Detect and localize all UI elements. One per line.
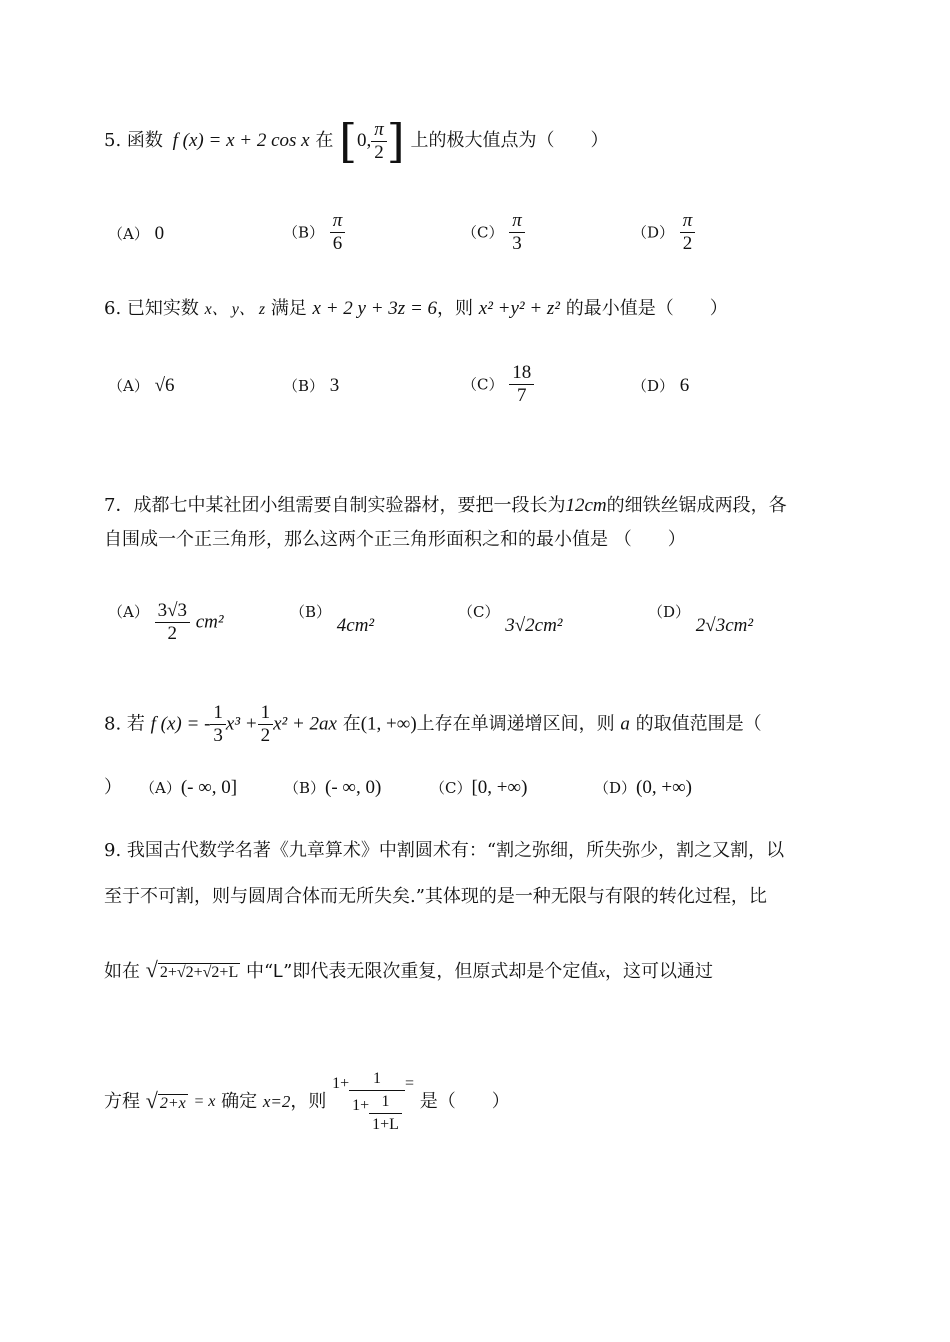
q5-suffix: 上的极大值点为（ ） <box>410 130 609 151</box>
q8-term2: x² + 2ax <box>273 713 337 735</box>
q9-line3-a: 如在 <box>104 961 140 982</box>
q5-option-c-num: π <box>509 210 525 233</box>
q6-option-d-value: 6 <box>679 375 690 396</box>
q5-bracket-right: ] <box>386 114 405 168</box>
q5-prefix: 5. 函数 <box>104 130 163 151</box>
q9-equation-rhs: = x <box>193 1093 216 1110</box>
q5-option-c-den: 3 <box>512 233 522 254</box>
q9-line4-d: 是（ ） <box>419 1091 510 1112</box>
q6-option-c-den: 7 <box>516 385 527 406</box>
q8-suffix2: 的取值范围是（ <box>635 713 762 735</box>
q5-bracket-left: [ <box>339 114 358 168</box>
q8-f1-num: 1 <box>210 702 226 725</box>
q9-cf-inner-fraction <box>369 1091 402 1136</box>
q8-fraction-2 <box>258 702 274 747</box>
q8-option-a-label: （A） <box>140 779 181 797</box>
q9-cf-outer-fraction <box>349 1068 405 1136</box>
q5-option-a-value: 0 <box>154 223 165 244</box>
q5-mid: 在 <box>315 130 334 151</box>
q5-option-d-label: （D） <box>632 223 675 242</box>
q9-line1 <box>104 839 784 863</box>
q7-option-a-num: 3√3 <box>155 600 190 623</box>
q7-line1-a: 7．成都七中某社团小组需要自制实验器材，要把一段长为 <box>104 495 566 516</box>
q5-pi: π <box>371 119 387 142</box>
q6-option-b <box>283 374 339 398</box>
q8-mid: 在 <box>342 713 361 735</box>
q9-line3-b: 中“ <box>245 961 274 982</box>
q5-option-b-num: π <box>330 210 346 233</box>
q5-option-b-label: （B） <box>283 223 325 242</box>
q9-line4 <box>104 1068 510 1148</box>
q8-prefix: 8. 若 <box>104 713 145 735</box>
question-5 <box>104 114 609 168</box>
q9-line4-c: ，则 <box>290 1091 327 1112</box>
q9-continued-fraction <box>332 1068 414 1136</box>
radical-sign-icon: √ <box>145 1087 158 1113</box>
q8-f2-den: 2 <box>260 725 271 746</box>
q7-line1-b: 的细铁丝锯成两段，各 <box>606 495 787 516</box>
q6-option-c-fraction <box>509 362 534 407</box>
q9-line3-d: ，这可以通过 <box>605 961 714 982</box>
q8-option-d <box>594 776 692 800</box>
q9-nested-radicand: 2+√2+√2+L <box>159 964 239 981</box>
q9-x-value: x=2 <box>262 1092 291 1111</box>
q5-option-a <box>108 222 164 246</box>
q6-option-c <box>462 362 534 407</box>
q9-equation-radicand: 2+x <box>159 1094 186 1112</box>
q6-mid2: ，则 <box>437 298 474 319</box>
q9-line3 <box>104 958 713 985</box>
q7-option-b-value: 4cm² <box>336 615 375 636</box>
q8-option-a <box>140 776 237 800</box>
q6-option-a-label: （A） <box>108 377 149 395</box>
q8-option-d-label: （D） <box>594 779 637 797</box>
q9-cf-inner-den: 1+L <box>372 1116 399 1133</box>
q7-length: 12cm <box>565 495 607 516</box>
q7-option-a-den: 2 <box>167 623 178 644</box>
q5-interval-left: 0, <box>357 130 372 151</box>
q6-option-b-value: 3 <box>329 375 340 396</box>
q5-option-b <box>283 210 345 255</box>
q6-prefix: 6. 已知实数 <box>104 298 199 319</box>
q8-option-a-value: (- ∞, 0] <box>180 777 238 798</box>
q9-cf-denominator <box>349 1091 405 1136</box>
q6-option-c-label: （C） <box>462 375 504 394</box>
q5-option-d <box>632 210 695 255</box>
q7-option-b <box>290 600 374 638</box>
question-8 <box>104 702 762 756</box>
q5-function: f (x) = x + 2 cos x <box>172 130 310 151</box>
q9-line2 <box>104 885 767 909</box>
q5-option-d-num: π <box>680 210 696 233</box>
q9-cf-inner-num: 1 <box>369 1091 402 1114</box>
q7-option-d <box>648 600 753 638</box>
q8-option-c-value: [0, +∞) <box>471 777 528 798</box>
q8-fraction-1 <box>210 702 226 747</box>
q7-option-a <box>108 600 224 645</box>
q7-line1 <box>104 494 787 518</box>
q7-line2 <box>104 528 686 552</box>
q9-cf-one: 1+ <box>332 1075 350 1092</box>
q7-option-c-label: （C） <box>458 603 500 621</box>
q5-option-b-fraction <box>330 210 346 255</box>
q8-f1-den: 3 <box>213 725 223 746</box>
q9-x: x <box>598 965 606 981</box>
q5-option-c-label: （C） <box>462 223 504 242</box>
q8-option-b-label: （B） <box>284 779 326 797</box>
q8-suffix: 上存在单调递增区间，则 <box>416 713 615 735</box>
q7-option-d-label: （D） <box>648 603 691 621</box>
q8-option-b-value: (- ∞, 0) <box>325 777 382 798</box>
q9-L: L <box>273 961 284 981</box>
q6-option-a-value: √6 <box>154 375 175 396</box>
q5-two: 2 <box>374 141 384 163</box>
q6-option-b-label: （B） <box>283 377 325 395</box>
q5-option-c-fraction <box>509 210 525 255</box>
q8-option-b <box>284 776 381 800</box>
q6-mid: 满足 <box>270 298 307 319</box>
q8-f2-num: 1 <box>258 702 274 725</box>
q6-equation: x + 2 y + 3z = 6 <box>312 298 438 319</box>
q8-option-c <box>430 776 527 800</box>
radical-sign-icon: √ <box>145 957 158 982</box>
q5-option-c <box>462 210 525 255</box>
q6-option-d-label: （D） <box>632 377 675 395</box>
q6-suffix: 的最小值是（ ） <box>565 298 728 319</box>
q7-option-c <box>458 600 563 638</box>
q8-line2 <box>104 776 122 800</box>
q8-func-a: f (x) = - <box>150 713 211 735</box>
q9-nested-radical <box>146 958 240 985</box>
q8-term1: x³ + <box>225 713 258 735</box>
q5-option-b-den: 6 <box>332 233 343 254</box>
q7-option-a-label: （A） <box>108 603 149 621</box>
q7-option-a-unit: cm² <box>195 611 224 633</box>
q6-vars: x、 y、 z <box>204 301 266 318</box>
q7-option-d-value: 2√3cm² <box>695 615 754 636</box>
q9-line2-text: 至于不可割，则与圆周合体而无所失矣.”其体现的是一种无限与有限的转化过程，比 <box>104 886 767 907</box>
q9-cf-inner-one: 1+ <box>352 1097 370 1114</box>
q9-cf-equals: = <box>404 1075 414 1092</box>
q7-option-b-label: （B） <box>290 603 332 621</box>
q8-option-d-value: (0, +∞) <box>636 777 692 798</box>
q8-var: a <box>620 713 630 735</box>
q9-line4-b: 确定 <box>221 1091 258 1112</box>
q9-line4-a: 方程 <box>104 1091 140 1112</box>
q6-option-a <box>108 374 175 398</box>
q5-option-d-den: 2 <box>682 233 693 254</box>
q5-option-d-fraction <box>680 210 696 255</box>
q6-expression: x² +y² + z² <box>478 298 561 319</box>
question-6 <box>104 297 728 322</box>
q5-option-a-label: （A） <box>108 225 149 243</box>
q7-option-a-fraction <box>155 600 190 645</box>
q8-line2-start: ） <box>104 777 122 798</box>
q5-interval-fraction <box>371 119 387 164</box>
q9-line1-text: 9. 我国古代数学名著《九章算术》中割圆术有：“割之弥细，所失弥少，割之又割，以 <box>104 840 785 861</box>
q9-line3-c: ”即代表无限次重复，但原式却是个定值 <box>283 961 599 982</box>
q8-option-c-label: （C） <box>430 779 472 797</box>
q8-interval: (1, +∞) <box>360 713 417 735</box>
q9-cf-num: 1 <box>349 1068 405 1091</box>
q6-option-c-num: 18 <box>509 362 534 385</box>
q7-option-c-value: 3√2cm² <box>505 615 563 636</box>
q6-option-d <box>632 374 689 398</box>
q7-line2-text: 自围成一个正三角形，那么这两个正三角形面积之和的最小值是 （ ） <box>104 529 686 550</box>
q9-equation-radical <box>146 1089 188 1116</box>
